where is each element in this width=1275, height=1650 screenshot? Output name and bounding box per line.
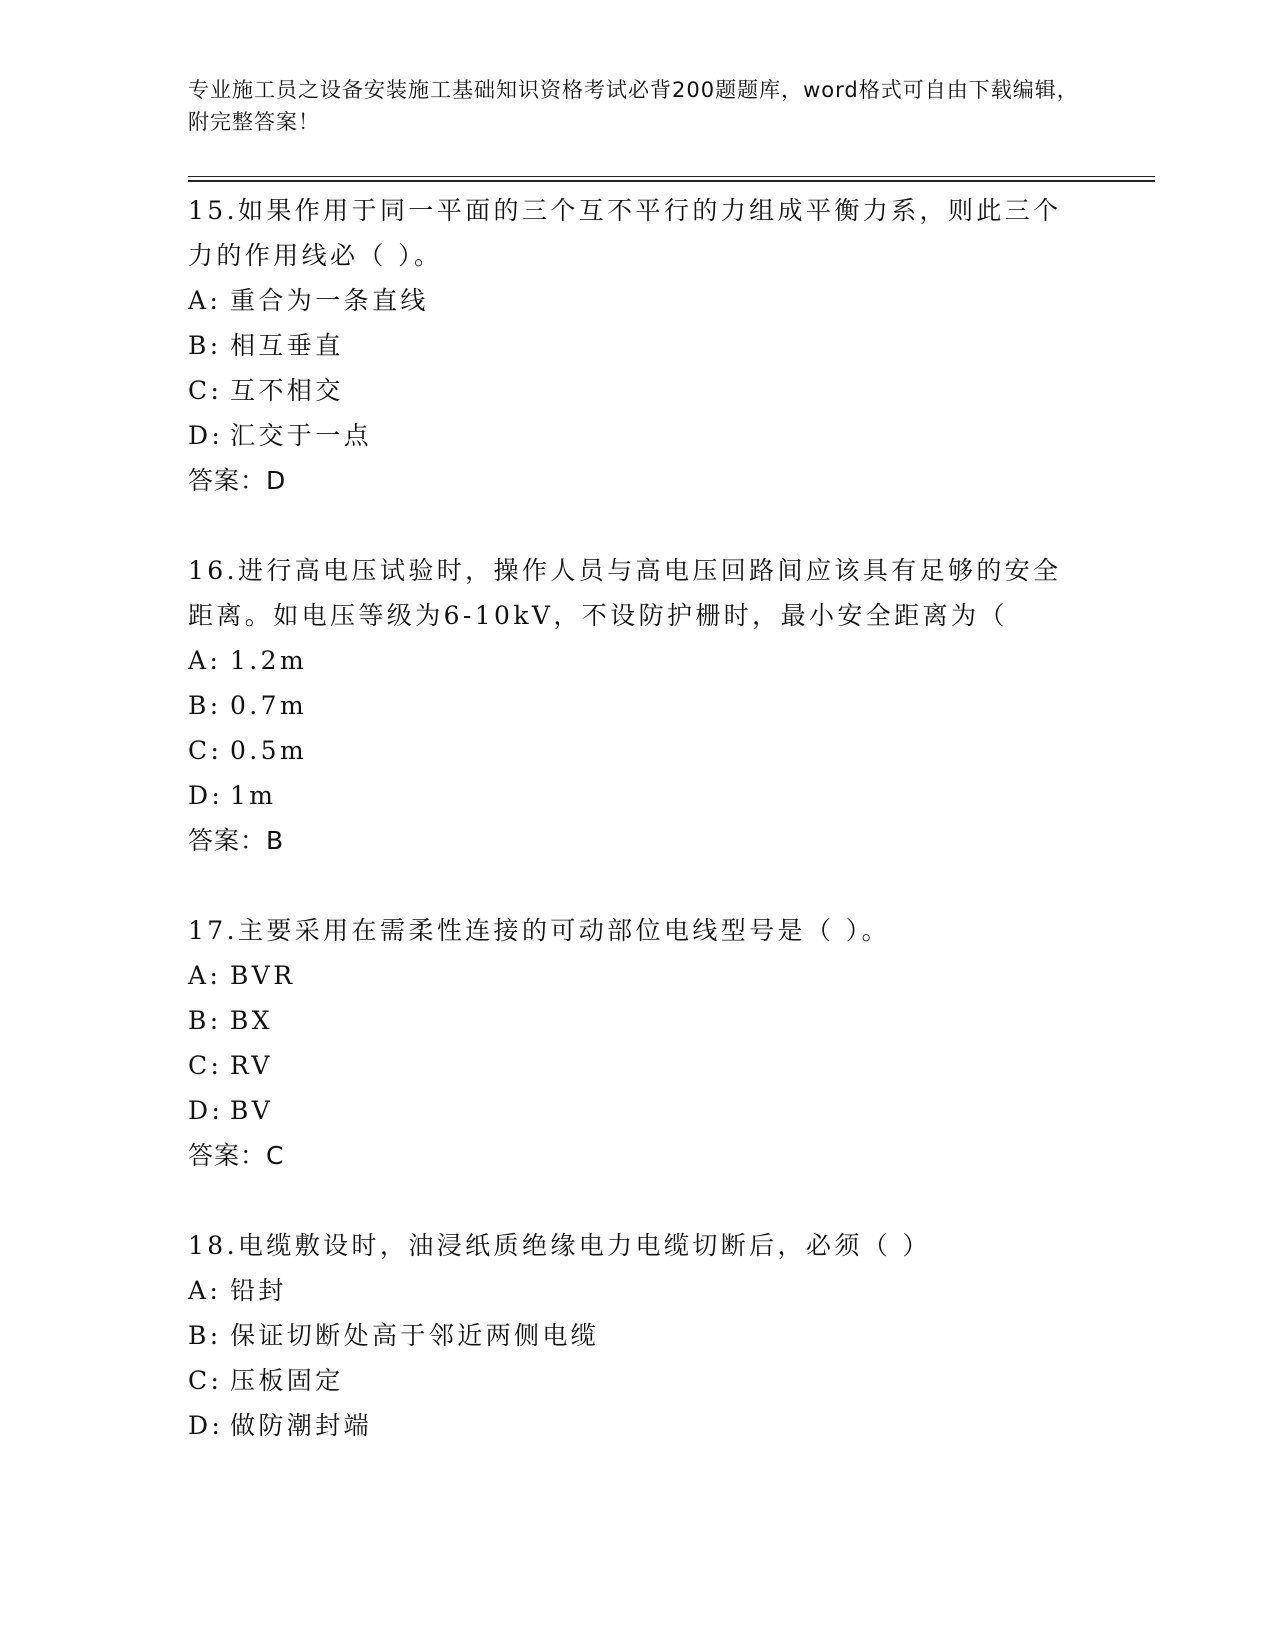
option-a — [188, 1268, 1088, 1313]
option-letter: D: — [188, 781, 224, 810]
option-b — [188, 998, 1088, 1043]
option-text: 压板固定 — [230, 1366, 344, 1395]
option-text: 0.7m — [230, 691, 308, 720]
option-b — [188, 1313, 1088, 1358]
option-d — [188, 1088, 1088, 1133]
answer-line: 答案：C — [188, 1141, 285, 1170]
option-c — [188, 1043, 1088, 1088]
option-letter: A: — [188, 286, 222, 315]
option-a — [188, 278, 1088, 323]
option-text: 1.2m — [230, 646, 308, 675]
option-d — [188, 413, 1088, 458]
document-header: 专业施工员之设备安装施工基础知识资格考试必背200题题库，word格式可自由下载编辑，附完整答案！ — [188, 78, 1079, 134]
option-a — [188, 638, 1088, 683]
option-letter: D: — [188, 1096, 224, 1125]
question-18 — [188, 1223, 1088, 1448]
question-spacer — [188, 1178, 1088, 1223]
option-c — [188, 368, 1088, 413]
option-letter: A: — [188, 646, 222, 675]
question-list — [188, 188, 1088, 1448]
option-letter: A: — [188, 961, 222, 990]
option-c — [188, 1358, 1088, 1403]
option-text: 相互垂直 — [230, 331, 344, 360]
option-letter: C: — [188, 376, 223, 405]
option-text: 互不相交 — [230, 376, 344, 405]
question-spacer — [188, 503, 1088, 548]
question-stem: 17.主要采用在需柔性连接的可动部位电线型号是（ ）。 — [188, 916, 891, 945]
answer-line: 答案：D — [188, 466, 287, 495]
header-divider-thick — [188, 180, 1155, 182]
option-text: BV — [230, 1096, 274, 1125]
option-letter: D: — [188, 1411, 224, 1440]
question-stem: 18.电缆敷设时，油浸纸质绝缘电力电缆切断后，必须（ ） — [188, 1231, 931, 1260]
option-text: 0.5m — [230, 736, 308, 765]
option-text: 保证切断处高于邻近两侧电缆 — [230, 1321, 600, 1350]
option-letter: B: — [188, 1006, 222, 1035]
option-letter: B: — [188, 331, 222, 360]
option-text: 汇交于一点 — [230, 421, 373, 450]
option-c — [188, 728, 1088, 773]
option-letter: B: — [188, 691, 222, 720]
option-text: 重合为一条直线 — [230, 286, 429, 315]
option-text: BX — [230, 1006, 273, 1035]
option-letter: C: — [188, 736, 223, 765]
option-letter: D: — [188, 421, 224, 450]
option-text: RV — [230, 1051, 273, 1080]
option-letter: A: — [188, 1276, 222, 1305]
answer-line: 答案：B — [188, 826, 285, 855]
question-16 — [188, 548, 1088, 863]
option-text: 铅封 — [230, 1276, 287, 1305]
question-17 — [188, 908, 1088, 1178]
option-b — [188, 683, 1088, 728]
option-letter: B: — [188, 1321, 222, 1350]
question-spacer — [188, 863, 1088, 908]
option-text: 1m — [230, 781, 277, 810]
question-stem: 15.如果作用于同一平面的三个互不平行的力组成平衡力系，则此三个力的作用线必（ ）。 — [188, 196, 1062, 270]
option-b — [188, 323, 1088, 368]
question-stem: 16.进行高电压试验时，操作人员与高电压回路间应该具有足够的安全距离。如电压等级为6-10kV，不设防护栅时，最小安全距离为（ — [188, 556, 1062, 630]
option-letter: C: — [188, 1051, 223, 1080]
question-15 — [188, 188, 1088, 503]
option-d — [188, 773, 1088, 818]
option-text: 做防潮封端 — [230, 1411, 373, 1440]
option-d — [188, 1403, 1088, 1448]
option-letter: C: — [188, 1366, 223, 1395]
option-a — [188, 953, 1088, 998]
option-text: BVR — [230, 961, 296, 990]
header-divider-thin — [188, 176, 1155, 177]
